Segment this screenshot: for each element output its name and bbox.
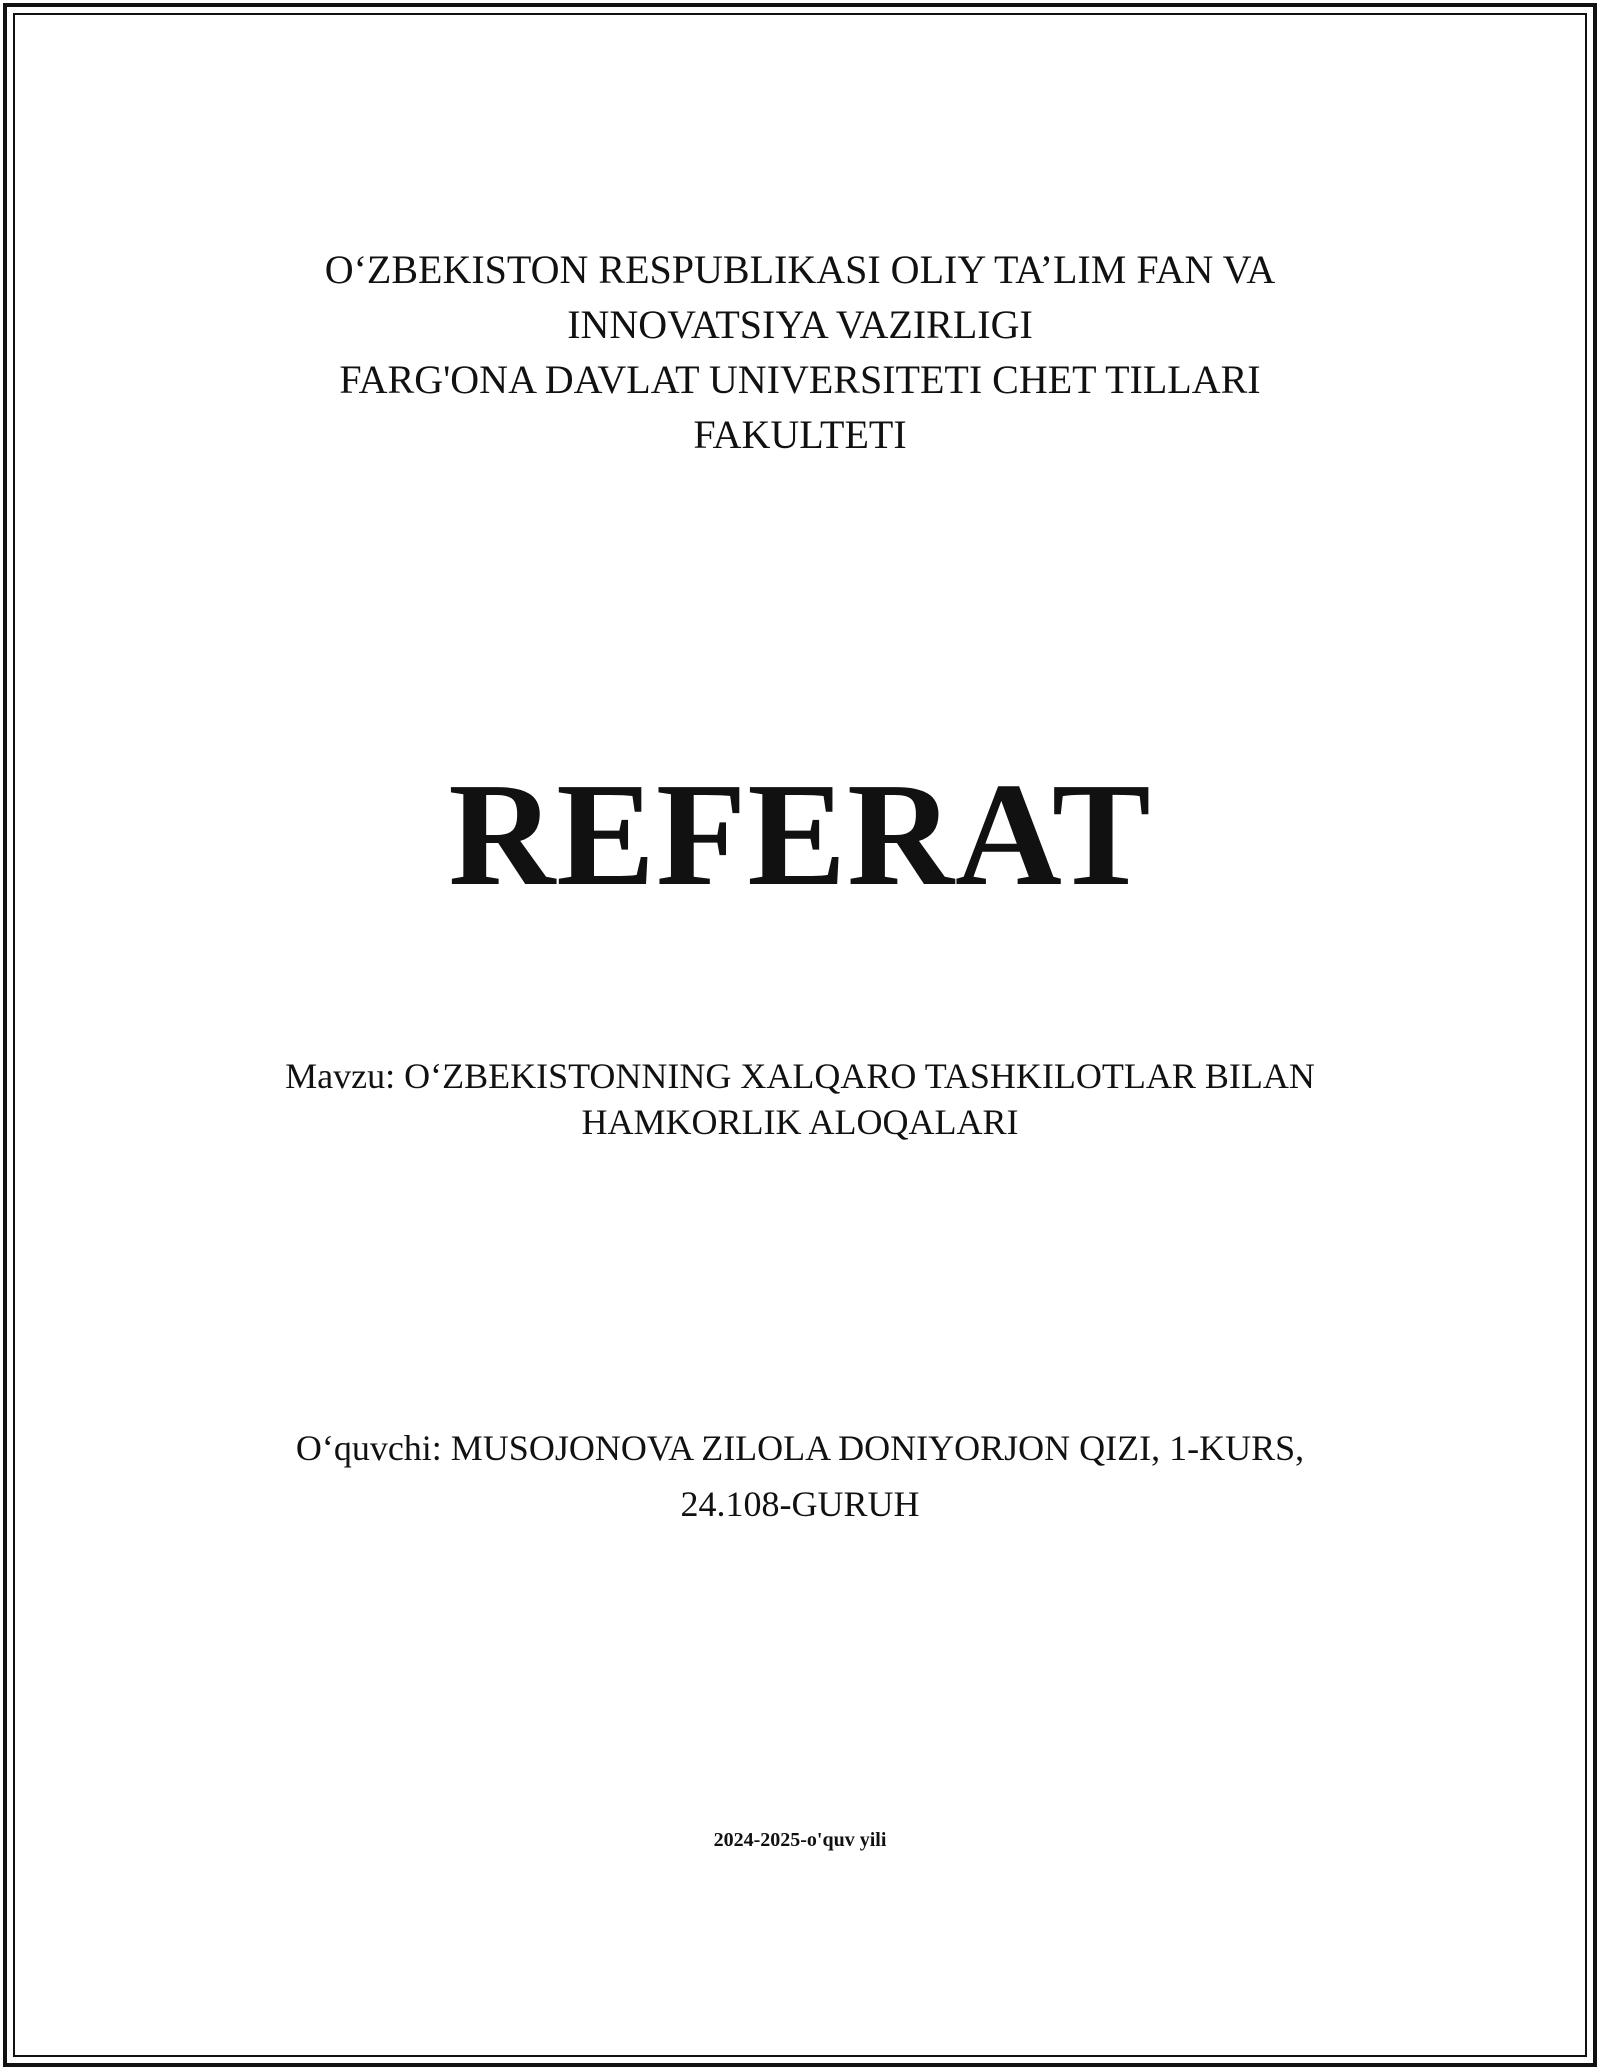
student-block (0, 1420, 1600, 1532)
academic-year: 2024-2025-o'quv yili (713, 1829, 887, 1851)
document-title: REFERAT (448, 753, 1152, 917)
header-line: O‘ZBEKISTON RESPUBLIKASI OLIY TA’LIM FAN VA (324, 247, 1276, 292)
student-line: O‘quvchi: MUSOJONOVA ZILOLA DONIYORJON QIZI, 1-KURS, (295, 1428, 1305, 1468)
institution-header (0, 242, 1600, 462)
topic-block (0, 1053, 1600, 1145)
student-line: 24.108-GURUH (680, 1484, 920, 1524)
header-line: INNOVATSIYA VAZIRLIGI (567, 302, 1033, 347)
topic-line: HAMKORLIK ALOQALARI (581, 1102, 1019, 1142)
topic-line: Mavzu: O‘ZBEKISTONNING XALQARO TASHKILOTLAR BILAN (285, 1056, 1315, 1096)
header-line: FAKULTETI (693, 412, 907, 457)
header-line: FARG'ONA DAVLAT UNIVERSITETI CHET TILLARI (339, 357, 1261, 402)
